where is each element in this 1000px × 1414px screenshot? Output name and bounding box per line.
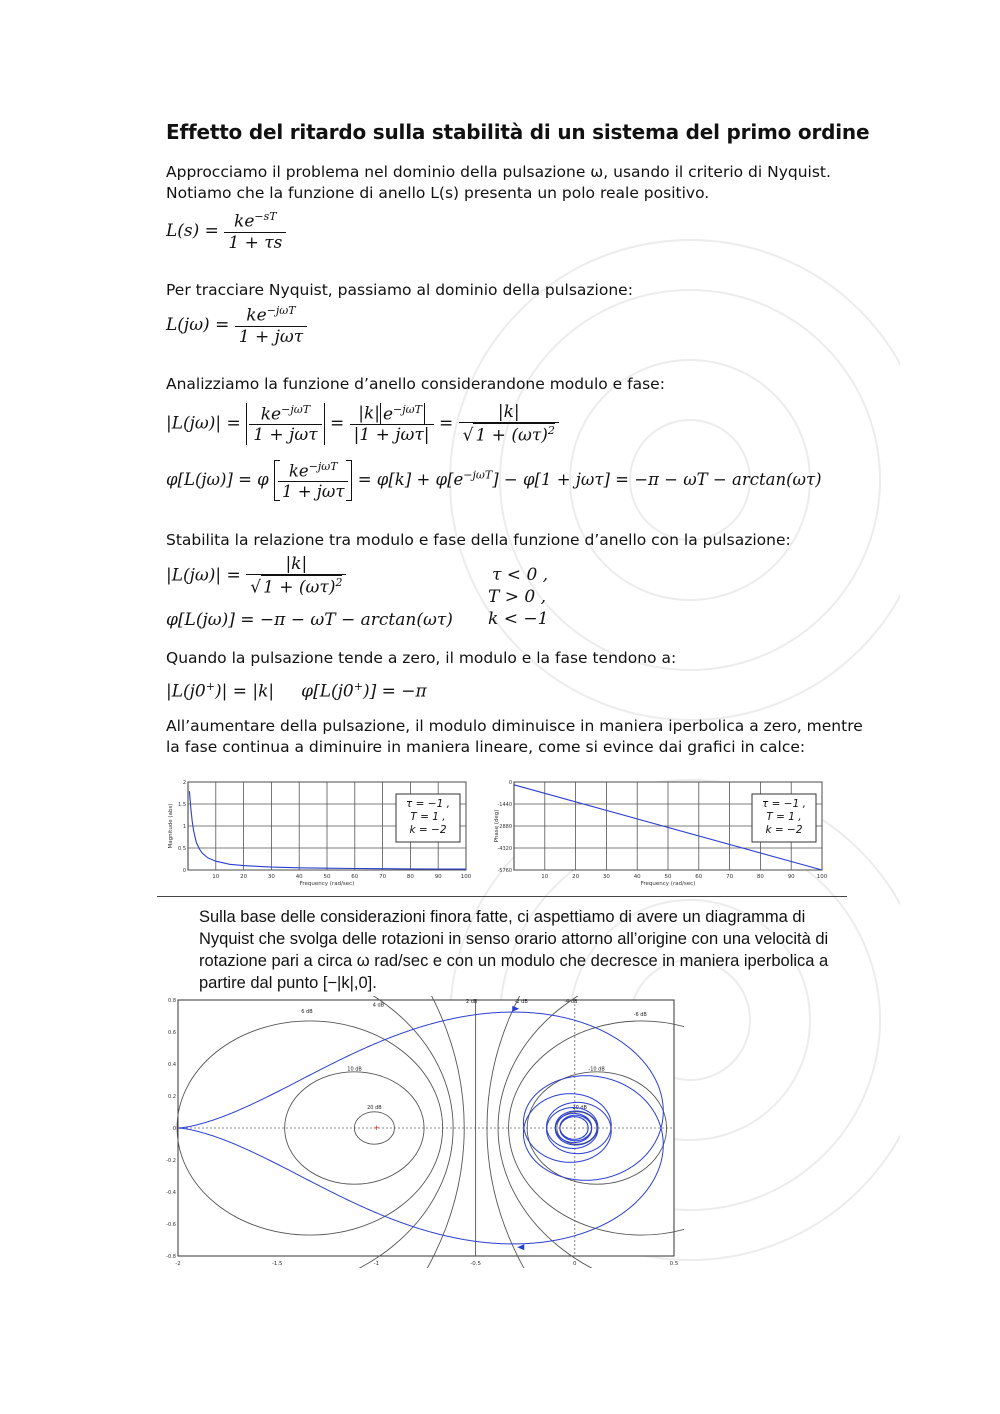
eq-phase-exp: −jωT xyxy=(308,460,338,473)
x-tick-label: 10 xyxy=(541,874,549,880)
x-tick-label: 80 xyxy=(406,874,414,880)
nyquist-text-line-4: partire dal punto [−|k|,0]. xyxy=(199,974,377,992)
eq-mod-f3-den: 1 + (ωτ) xyxy=(475,425,548,446)
legend-entry: T = 1 , xyxy=(410,811,446,823)
legend-entry: T = 1 , xyxy=(766,811,802,823)
text-zero: Quando la pulsazione tende a zero, il modulo e la fase tendono a: xyxy=(166,649,677,667)
y-tick-label: -5760 xyxy=(497,868,512,874)
text-increase-line-1: All’aumentare della pulsazione, il modulo diminuisce in maniera iperbolica a zero, mentre xyxy=(166,717,863,735)
y-tick-label: 0 xyxy=(182,868,186,874)
intro-line-1: Approcciamo il problema nel dominio della pulsazione ω, usando il criterio di Nyquist. xyxy=(166,163,831,181)
y-tick-label: 0.2 xyxy=(168,1094,176,1100)
x-tick-label: 20 xyxy=(240,874,248,880)
legend-entry: k = −2 xyxy=(409,824,447,836)
db-label: 4 dB xyxy=(372,1002,385,1009)
x-tick-label: 30 xyxy=(267,874,275,880)
condition-k: k < −1 xyxy=(488,609,549,629)
x-axis-label: Frequency (rad/sec) xyxy=(299,881,355,887)
x-tick-label: 0.5 xyxy=(669,1261,679,1267)
db-label: 6 dB xyxy=(301,1008,313,1015)
eq-lim-b-sup: + xyxy=(353,680,363,693)
x-tick-label: 60 xyxy=(695,874,703,880)
legend-entry: τ = −1 , xyxy=(762,798,806,810)
x-tick-label: 40 xyxy=(633,874,641,880)
y-axis-label: Phase (deg) xyxy=(494,809,500,843)
x-tick-label: 70 xyxy=(379,874,387,880)
eq-mod-f2-exp: −jωT xyxy=(393,402,422,416)
y-tick-label: -1440 xyxy=(497,802,512,808)
db-label: -6 dB xyxy=(633,1012,647,1018)
text-increase-line-2: la fase continua a diminuire in maniera lineare, come si evince dai grafici in calce: xyxy=(166,738,806,756)
condition-tau: τ < 0 , xyxy=(492,565,549,585)
db-label: -4 dB xyxy=(564,999,578,1006)
x-tick-label: -1.5 xyxy=(271,1261,283,1267)
x-tick-label: -1 xyxy=(373,1261,380,1267)
db-label: 10 dB xyxy=(347,1066,362,1073)
eq-sys-den: 1 + (ωτ) xyxy=(263,577,336,598)
eq-mod-f2-den: |1 + jωτ| xyxy=(353,425,430,446)
eq-ls-lhs: L(s) = xyxy=(166,220,219,241)
nyquist-text-line-3: rotazione pari a circa ω rad/sec e con un modulo che decresce in maniera iperbolica a xyxy=(199,952,829,970)
eq-ljw-den: 1 + jωτ xyxy=(238,326,304,347)
eq-phase-rhs-b: e xyxy=(453,469,464,489)
x-tick-label: 40 xyxy=(295,874,303,880)
x-tick-label: 90 xyxy=(434,874,442,880)
eq-mod-f1-exp: −jωT xyxy=(281,402,311,416)
eq-sys-exp: 2 xyxy=(335,576,343,589)
eq-sys-mod-lhs: |L(jω)| = xyxy=(166,565,241,586)
y-tick-label: 0 xyxy=(172,1126,176,1132)
y-tick-label: -0.4 xyxy=(166,1190,176,1196)
db-label: -20 dB xyxy=(570,1104,587,1111)
x-tick-label: 50 xyxy=(664,874,672,880)
eq-mod-frac3: $\frac{|k|}{√ 1 + (\omega\tau)^2}$ xyxy=(459,402,559,446)
nyquist-chart xyxy=(164,996,684,1268)
equation-modulus xyxy=(166,402,559,446)
x-tick-label: 10 xyxy=(212,874,220,880)
eq-phase-num: ke xyxy=(288,461,309,481)
text-analysis: Analizziamo la funzione d’anello considerandone modulo e fase: xyxy=(166,375,665,393)
eq-ljw-num: ke xyxy=(246,305,267,326)
x-tick-label: 100 xyxy=(816,874,828,880)
eq-mod-eq3: = xyxy=(438,413,454,434)
x-tick-label: 70 xyxy=(726,874,734,880)
y-tick-label: 0.6 xyxy=(168,1030,176,1036)
intro-line-2: Notiamo che la funzione di anello L(s) presenta un polo reale positivo. xyxy=(166,184,710,202)
x-tick-label: 90 xyxy=(787,874,795,880)
eq-lim-a: |L(j0 xyxy=(166,681,206,702)
eq-lim-a-end: )| = |k| xyxy=(214,681,275,702)
text-relation: Stabilita la relazione tra modulo e fase della funzione d’anello con la pulsazione: xyxy=(166,531,791,549)
x-tick-label: -0.5 xyxy=(470,1261,481,1267)
x-tick-label: 80 xyxy=(756,874,764,880)
magnitude-chart xyxy=(168,776,474,894)
eq-mod-lhs: |L(jω)| = xyxy=(166,413,241,434)
equation-ls xyxy=(166,210,286,253)
text-nyquist-intro: Per tracciare Nyquist, passiamo al dominio della pulsazione: xyxy=(166,281,633,299)
eq-ls-fraction xyxy=(224,210,286,253)
db-label: 20 dB xyxy=(367,1104,382,1111)
eq-mod-f1-num: ke xyxy=(260,404,282,425)
eq-ljw-fraction xyxy=(235,304,307,347)
eq-phase-rhs-exp: −jωT xyxy=(463,468,493,482)
x-tick-label: 0 xyxy=(573,1261,577,1267)
eq-phase-frac xyxy=(278,460,349,501)
eq-mod-frac2 xyxy=(350,403,434,446)
eq-mod-eq2: = xyxy=(330,413,345,434)
eq-ljw-num-exp: −jωT xyxy=(266,304,296,317)
equation-system-phase: φ[L(jω)] = −π − ωT − arctan(ωτ) xyxy=(166,610,453,630)
critical-point-marker: + xyxy=(373,1124,380,1132)
eq-mod-frac1 xyxy=(249,403,321,446)
eq-sys-frac: $\frac{|k|}{√ 1 + (\omega\tau)^2}$ xyxy=(246,554,346,598)
nyquist-text-line-2: Nyquist che svolga delle rotazioni in senso orario attorno all’origine con una velocità di xyxy=(199,930,829,948)
y-tick-label: -0.6 xyxy=(166,1222,176,1228)
eq-phase-lhs: φ[L(jω)] = φ xyxy=(166,469,269,489)
page-title: Effetto del ritardo sulla stabilità di un sistema del primo ordine xyxy=(166,120,870,144)
y-tick-label: 1.5 xyxy=(178,802,186,808)
eq-mod-f2-num-b: e xyxy=(382,404,394,425)
x-axis-label: Frequency (rad/sec) xyxy=(640,881,696,887)
condition-T: T > 0 , xyxy=(488,587,547,607)
db-label: -10 dB xyxy=(588,1066,605,1073)
x-tick-label: 100 xyxy=(460,874,472,880)
eq-ls-den: 1 + τs xyxy=(228,232,283,253)
y-tick-label: -0.2 xyxy=(166,1158,176,1164)
y-tick-label: 2 xyxy=(182,780,186,786)
y-tick-label: -2880 xyxy=(497,824,512,830)
eq-phase-rhs-a: = φ[k] + φ xyxy=(357,469,448,489)
phase-chart xyxy=(478,776,828,894)
y-tick-label: 0.5 xyxy=(178,846,186,852)
y-axis-label: Magnitude (abs) xyxy=(168,803,174,849)
eq-lim-a-sup: + xyxy=(205,680,215,693)
eq-phase-rhs-c: − φ[1 + jωτ] = −π − ωT − arctan(ωτ) xyxy=(503,469,822,489)
y-tick-label: 0.4 xyxy=(168,1062,176,1068)
equation-limits xyxy=(166,680,427,702)
eq-mod-f3-exp: 2 xyxy=(547,424,555,437)
eq-ls-num-exp: −sT xyxy=(254,210,277,223)
eq-lim-b-end: )] = −π xyxy=(362,681,427,702)
section-divider xyxy=(157,896,847,897)
x-tick-label: -2 xyxy=(175,1261,181,1267)
eq-ljw-lhs: L(jω) = xyxy=(166,314,230,335)
equation-phase: φ[L(jω)] = φ $\frac{ke^{-j\omega T}}{\text{1 + jωτ}}$ = $\varphi[k] + \varphi[e^{-j\omega T}] - \varphi[1 + j\omega\tau] = -\pi - \omega T - \arctan(\omega\tau)$ xyxy=(166,460,822,501)
x-tick-label: 30 xyxy=(602,874,610,880)
equation-ljw xyxy=(166,304,307,347)
eq-sys-num: |k| xyxy=(246,554,346,575)
x-tick-label: 20 xyxy=(572,874,580,880)
eq-lim-b: φ[L(j0 xyxy=(301,681,354,702)
y-tick-label: -4320 xyxy=(497,846,512,852)
y-tick-label: -0.8 xyxy=(166,1254,176,1260)
y-tick-label: 0 xyxy=(508,780,512,786)
x-tick-label: 50 xyxy=(323,874,331,880)
equation-system-modulus xyxy=(166,554,346,598)
y-tick-label: 0.8 xyxy=(168,998,176,1004)
eq-mod-f3-num: |k| xyxy=(459,402,559,423)
legend-entry: τ = −1 , xyxy=(406,798,450,810)
eq-ls-num: ke xyxy=(234,211,255,232)
eq-mod-f1-den: 1 + jωτ xyxy=(253,425,318,446)
db-label: 2 dB xyxy=(465,999,478,1006)
nyquist-text-line-1: Sulla base delle considerazioni finora fatte, ci aspettiamo di avere un diagramma di xyxy=(199,908,806,926)
legend-entry: k = −2 xyxy=(765,824,803,836)
x-tick-label: 60 xyxy=(351,874,359,880)
eq-phase-den: 1 + jωτ xyxy=(281,481,345,501)
y-tick-label: 1 xyxy=(182,824,186,830)
db-label: -2 dB xyxy=(514,999,528,1006)
eq-mod-f2-num-a: |k| xyxy=(358,402,380,423)
